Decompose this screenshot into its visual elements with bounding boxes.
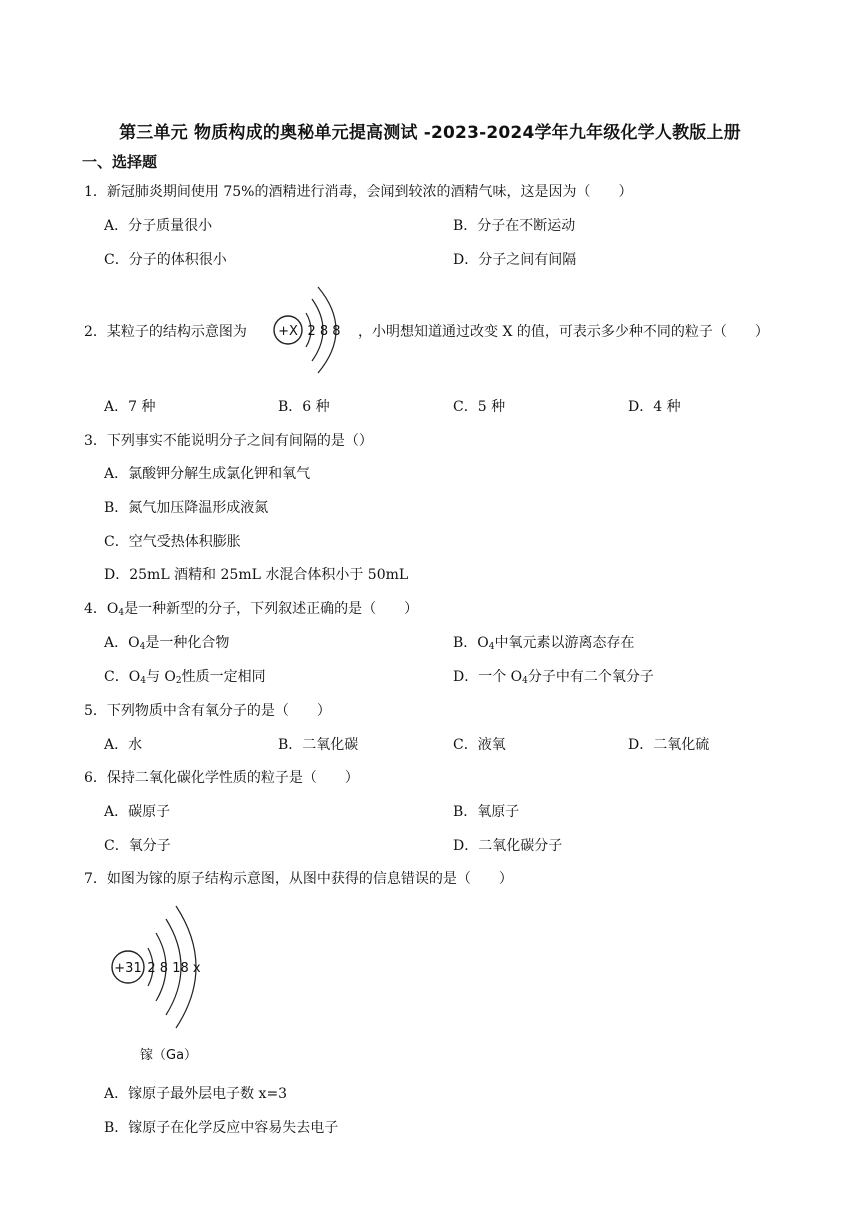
shell-electrons: 2 8 18 x: [147, 961, 201, 976]
shell-electrons: 2 8 8: [307, 324, 341, 339]
question-7-text: 7．如图为镓的原子结构示意图，从图中获得的信息错误的是（ ）: [84, 871, 513, 887]
q1-option-c: C．分子的体积很小: [104, 252, 227, 268]
q7-option-b: B．镓原子在化学反应中容易失去电子: [104, 1120, 339, 1136]
q1-option-a: A．分子质量很小: [104, 218, 213, 234]
page-title: 第三单元 物质构成的奥秘单元提高测试 -2023-2024学年九年级化学人教版上册: [119, 123, 741, 143]
q2-option-b: B．6 种: [278, 399, 330, 415]
q2-option-d: D．4 种: [628, 399, 681, 415]
q7-option-a: A．镓原子最外层电子数 x=3: [104, 1086, 288, 1102]
particle-structure-diagram: [268, 277, 354, 383]
question-2-text-before: 2．某粒子的结构示意图为: [84, 324, 247, 340]
gallium-atom-diagram: [104, 900, 224, 1068]
q4-option-a: A．$O_4$是一种化合物: [104, 635, 230, 652]
q4-option-d: D．一个 $O_4$分子中有二个氧分子: [453, 669, 654, 686]
question-4-text: 4．$O_4$是一种新型的分子，下列叙述正确的是（ ）: [84, 601, 419, 618]
q5-option-b: B．二氧化碳: [278, 737, 359, 753]
question-1-text: 1．新冠肺炎期间使用 75%的酒精进行消毒，会闻到较浓的酒精气味，这是因为（ ）: [84, 184, 633, 200]
question-6-text: 6．保持二氧化碳化学性质的粒子是（ ）: [84, 770, 359, 786]
q6-option-a: A．碳原子: [104, 804, 171, 820]
q3-option-c: C．空气受热体积膨胀: [104, 534, 241, 550]
q3-option-b: B．氮气加压降温形成液氮: [104, 500, 269, 516]
q6-option-b: B．氧原子: [453, 804, 520, 820]
diagram-caption: 镓（Ga）: [140, 1048, 198, 1063]
q2-option-c: C．5 种: [453, 399, 506, 415]
q3-option-a: A．氯酸钾分解生成氯化钾和氧气: [104, 466, 311, 482]
q4-option-b: B．$O_4$中氧元素以游离态存在: [453, 635, 635, 652]
q5-option-d: D．二氧化硫: [628, 737, 710, 753]
nucleus-label: +31: [114, 961, 142, 976]
q1-option-d: D．分子之间有间隔: [453, 252, 577, 268]
q6-option-c: C．氧分子: [104, 838, 171, 854]
q6-option-d: D．二氧化碳分子: [453, 838, 563, 854]
nucleus-label: +X: [278, 324, 298, 339]
question-2-text-after: ，小明想知道通过改变 X 的值，可表示多少种不同的粒子（ ）: [358, 324, 769, 340]
question-5-text: 5．下列物质中含有氧分子的是（ ）: [84, 703, 331, 719]
q5-option-c: C．液氧: [453, 737, 506, 753]
q5-option-a: A．水: [104, 737, 143, 753]
q1-option-b: B．分子在不断运动: [453, 218, 576, 234]
q2-option-a: A．7 种: [104, 399, 156, 415]
q3-option-d: D．25mL 酒精和 25mL 水混合体积小于 50mL: [104, 567, 409, 583]
q4-option-c: C．$O_4$与 $O_2$性质一定相同: [104, 669, 266, 686]
question-3-text: 3．下列事实不能说明分子之间有间隔的是（）: [84, 433, 373, 449]
section-heading: 一、选择题: [82, 153, 158, 171]
